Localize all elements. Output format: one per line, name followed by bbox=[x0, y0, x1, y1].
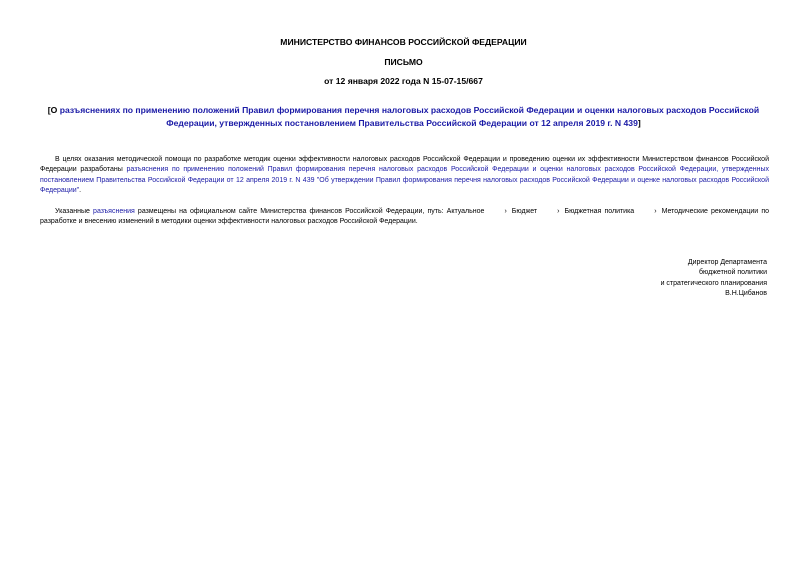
paragraph-1-text-start: В целях оказания методической помощи по разработке методик оценки эффективности налоговых расходов Российской Федерации и проведению оценки их эффективности Министерством финансов Российской Федерации разработаны bbox=[40, 156, 769, 174]
body-paragraph-1 bbox=[40, 155, 769, 197]
signatory-position-line-1: Директор Департамента bbox=[687, 259, 767, 266]
breadcrumb-separator-icon: › bbox=[654, 208, 657, 215]
signatory-position-line-3: и стратегического планирования bbox=[660, 279, 767, 287]
title-prefix: О bbox=[50, 105, 60, 115]
paragraph-2-text-mid: размещены на официальном сайте Министерства финансов Российской Федерации, путь: Актуальное bbox=[134, 208, 485, 215]
document-type: ПИСЬМО bbox=[384, 57, 423, 67]
document-date-number: от 12 января 2022 года N 15-07-15/667 bbox=[324, 76, 483, 86]
signatory-name: В.Н.Цибанов bbox=[725, 290, 767, 298]
title-link[interactable]: разъяснениях по применению положений Правил формирования перечня налоговых расходов Российской Федерации и оценки налоговых расходов Российской Федерации, утвержденных постановлением Правительства Российской Федерации от 12 апреля 2019 г. N 439 bbox=[59, 105, 760, 128]
signatory-position-line-2: бюджетной политики bbox=[699, 269, 767, 277]
clarifications-link[interactable]: разъяснения bbox=[93, 208, 135, 215]
breadcrumb-item-budget-policy: Бюджетная политика bbox=[564, 208, 635, 215]
paragraph-2-text-end: Методические рекомендации по разработке и внесению изменений в методики оценки эффективности налоговых расходов Российской Федерации. bbox=[40, 208, 770, 226]
body-paragraph-2 bbox=[40, 207, 769, 228]
breadcrumb-separator-icon: › bbox=[504, 208, 507, 215]
breadcrumb-item-budget: Бюджет bbox=[511, 208, 538, 215]
document-title bbox=[40, 104, 767, 129]
title-open-bracket: [ bbox=[47, 105, 51, 115]
title-close-bracket: ] bbox=[637, 117, 641, 128]
paragraph-2-text-start: Указанные bbox=[55, 208, 94, 215]
breadcrumb-separator-icon: › bbox=[557, 208, 560, 215]
clarifications-document-link[interactable]: разъяснения по применению положений Правил формирования перечня налоговых расходов Российской Федерации и оценки налоговых расходов Российской Федерации, утвержденных постановлением Правительства Российской Федерации от 12 апреля 2019 г. N 439 "Об утверждении Правил формирования перечня налоговых расходов Российской Федерации и оценке налоговых расходов Российской Федерации" bbox=[40, 166, 770, 195]
ministry-heading: МИНИСТЕРСТВО ФИНАНСОВ РОССИЙСКОЙ ФЕДЕРАЦИИ bbox=[280, 37, 527, 47]
signature-block bbox=[661, 258, 767, 300]
paragraph-1-text-end: . bbox=[79, 187, 82, 195]
